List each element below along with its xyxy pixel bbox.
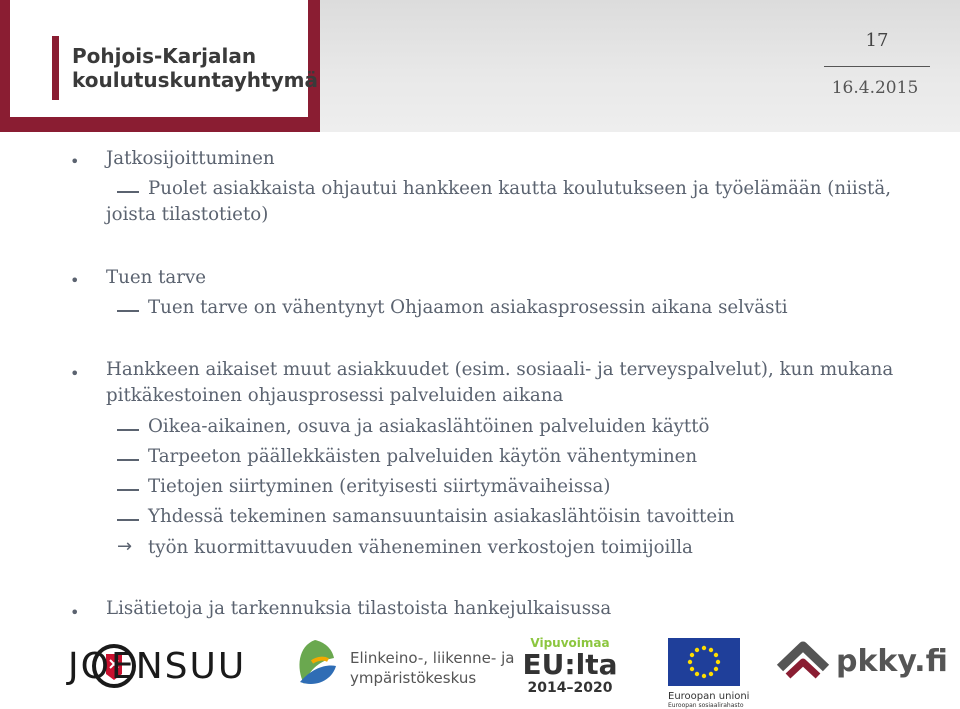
vipuvoimaa-top-text: Vipuvoimaa — [530, 636, 610, 650]
dash-marker — [117, 459, 139, 461]
dash-marker — [117, 519, 139, 521]
slide-date: 16.4.2015 — [831, 78, 919, 98]
sub-oikea-aikainen: Oikea-aikainen, osuva ja asiakaslähtöinen palveluiden käyttö — [148, 416, 710, 437]
vipuvoimaa-years-text: 2014–2020 — [527, 680, 613, 696]
slide-number: 17 — [865, 30, 889, 51]
dash-marker — [117, 489, 139, 491]
pkky-logo-text: pkky.fi — [836, 644, 948, 679]
slide-number-divider — [824, 66, 930, 67]
dash-marker — [117, 191, 139, 193]
ely-logo-line1: Elinkeino-, liikenne- ja — [350, 649, 515, 667]
org-logo-bar — [52, 36, 59, 100]
partner-logos — [0, 632, 960, 709]
vipuvoimaa-mid-text: EU:lta — [522, 648, 618, 681]
pkky-roof-icon — [774, 638, 832, 690]
bullet-lisatietoja: Lisätietoja ja tarkennuksia tilastoista hankejulkaisussa — [106, 598, 612, 619]
ely-logo-line2: ympäristökeskus — [350, 669, 477, 687]
slide-header — [0, 0, 960, 132]
bullet-dot: • — [70, 152, 80, 171]
org-logo — [0, 0, 320, 132]
sub-tuen-tarve-vahentynyt: Tuen tarve on vähentynyt Ohjaamon asiakasprosessin aikana selvästi — [148, 297, 788, 318]
org-logo-text — [72, 44, 318, 92]
sub-tarpeeton: Tarpeeton päällekkäisten palveluiden käytön vähentyminen — [148, 446, 698, 467]
bullet-muut-asiakkuudet-cont: pitkäkestoinen ohjausprosessi palveluiden aikana — [106, 385, 564, 406]
org-logo-panel — [10, 0, 318, 117]
org-name-line2: koulutuskuntayhtymä — [72, 68, 318, 92]
sub-tietojen-siirtyminen: Tietojen siirtyminen (erityisesti siirtymävaiheissa) — [148, 476, 611, 497]
sub-puolet-asiakkaista: Puolet asiakkaista ohjautui hankkeen kautta koulutukseen ja työelämään (niistä, — [148, 178, 891, 199]
bullet-dot: • — [70, 271, 80, 290]
joensuu-logo-text: JOENSUU — [68, 646, 247, 687]
right-arrow-icon: → — [117, 536, 133, 557]
bullet-dot: • — [70, 364, 80, 383]
dash-marker — [117, 429, 139, 431]
org-name-line1: Pohjois-Karjalan — [72, 44, 257, 68]
bullet-muut-asiakkuudet: Hankkeen aikaiset muut asiakkuudet (esim. sosiaali- ja terveyspalvelut), kun mukana — [106, 359, 894, 380]
dash-marker — [117, 310, 139, 312]
eu-flag-icon — [668, 638, 740, 686]
esr-logo-line2: Euroopan sosiaalirahasto — [668, 702, 744, 709]
vipuvoimaa-logo — [520, 636, 620, 696]
sub-yhdessa-tekeminen: Yhdessä tekeminen samansuuntaisin asiakaslähtöisin tavoittein — [148, 506, 735, 527]
esr-logo-line1: Euroopan unioni — [668, 691, 750, 702]
sub-tyon-kuormittavuus: työn kuormittavuuden väheneminen verkostojen toimijoilla — [148, 537, 693, 558]
bullet-jatkosijoittuminen: Jatkosijoittuminen — [106, 148, 275, 169]
bullet-tuen-tarve: Tuen tarve — [106, 267, 206, 288]
eu-logo — [668, 638, 749, 709]
ely-emblem-icon — [292, 638, 338, 690]
bullet-dot: • — [70, 603, 80, 622]
sub-puolet-asiakkaista-cont: joista tilastotieto) — [106, 204, 269, 225]
